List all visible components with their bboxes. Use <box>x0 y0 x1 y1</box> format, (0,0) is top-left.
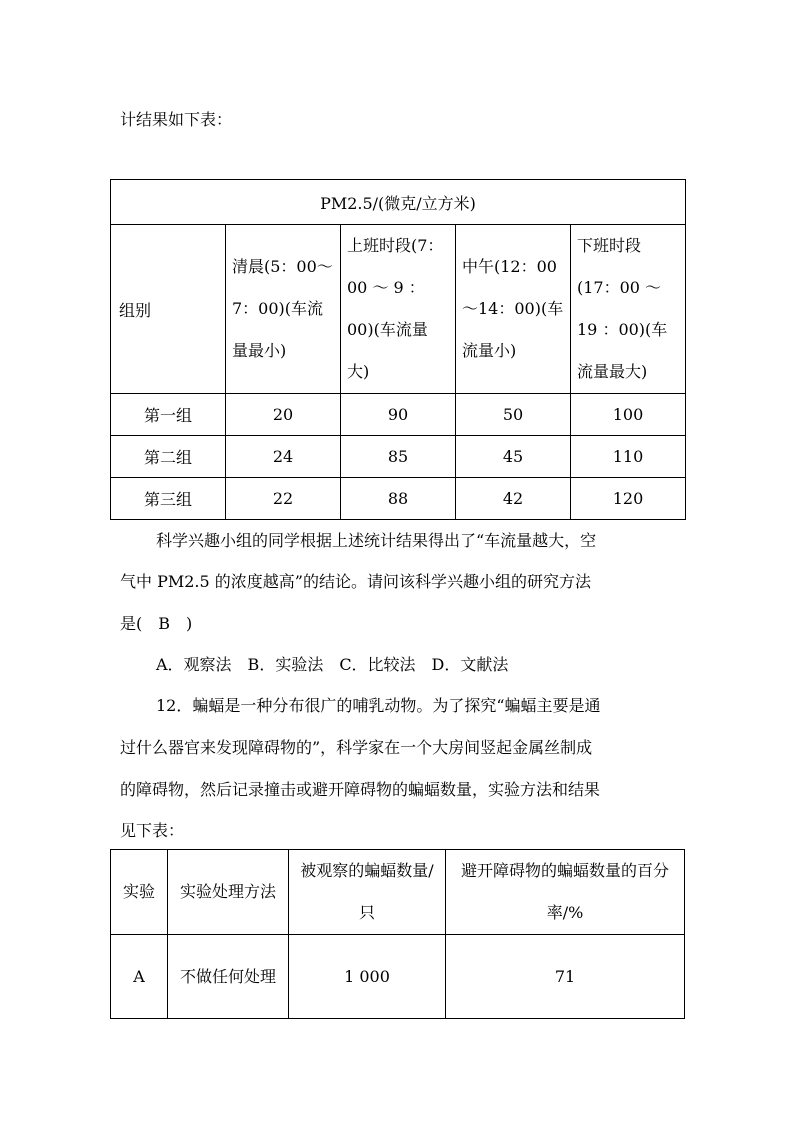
question12-line3: 的障碍物，然后记录撞击或避开障碍物的蝙蝠数量，实验方法和结果 <box>120 780 601 799</box>
paragraph1-line3: 是( B ) <box>120 614 193 633</box>
question12-line2: 过什么器官来发现障碍物的”，科学家在一个大房间竖起金属丝制成 <box>120 738 593 757</box>
table-cell: 24 <box>226 436 341 478</box>
question12-line4: 见下表： <box>120 821 185 840</box>
pm25-table <box>110 179 686 520</box>
column-header-bat-count: 被观察的蝙蝠数量/只 <box>289 850 446 935</box>
column-header-noon: 中午(12：00～14：00)(车流量小) <box>456 225 571 394</box>
table-cell: 88 <box>341 478 456 520</box>
table-cell: 71 <box>446 935 685 1019</box>
table-cell: 45 <box>456 436 571 478</box>
table-cell: 85 <box>341 436 456 478</box>
table-row <box>111 478 686 520</box>
bat-experiment-table <box>110 849 685 1019</box>
table-cell: 20 <box>226 394 341 436</box>
column-header-experiment: 实验 <box>111 850 168 935</box>
group-label: 第一组 <box>111 394 226 436</box>
table-cell: 不做任何处理 <box>168 935 289 1019</box>
table-row <box>111 935 685 1019</box>
group-label: 第三组 <box>111 478 226 520</box>
table-cell: 120 <box>571 478 686 520</box>
column-header-avoid-rate: 避开障碍物的蝙蝠数量的百分率/% <box>446 850 685 935</box>
table-row <box>111 436 686 478</box>
table-cell: 50 <box>456 394 571 436</box>
pm25-caption: PM2.5/(微克/立方米) <box>111 180 686 225</box>
column-header-commute-am: 上班时段(7：00 ～ 9 ：00)(车流量大) <box>341 225 456 394</box>
table-cell: A <box>111 935 168 1019</box>
table-cell: 1 000 <box>289 935 446 1019</box>
column-header-method: 实验处理方法 <box>168 850 289 935</box>
intro-line: 计结果如下表： <box>120 110 233 129</box>
table-row <box>111 394 686 436</box>
table-cell: 22 <box>226 478 341 520</box>
table-cell: 110 <box>571 436 686 478</box>
table-cell: 42 <box>456 478 571 520</box>
paragraph1-line2: 气中 PM2.5 的浓度越高”的结论。请问该科学兴趣小组的研究方法 <box>120 572 591 591</box>
table-cell: 100 <box>571 394 686 436</box>
group-header: 组别 <box>111 225 226 394</box>
group-label: 第二组 <box>111 436 226 478</box>
answer-options: A．观察法 B．实验法 C．比较法 D．文献法 <box>156 655 509 674</box>
column-header-commute-pm: 下班时段(17：00 ～ 19 ：00)(车流量最大) <box>571 225 686 394</box>
column-header-morning: 清晨(5：00～7：00)(车流量最小) <box>226 225 341 394</box>
question12-line1: 12．蝙蝠是一种分布很广的哺乳动物。为了探究“蝙蝠主要是通 <box>156 696 601 715</box>
paragraph1-line1: 科学兴趣小组的同学根据上述统计结果得出了“车流量越大，空 <box>156 531 597 550</box>
table-cell: 90 <box>341 394 456 436</box>
